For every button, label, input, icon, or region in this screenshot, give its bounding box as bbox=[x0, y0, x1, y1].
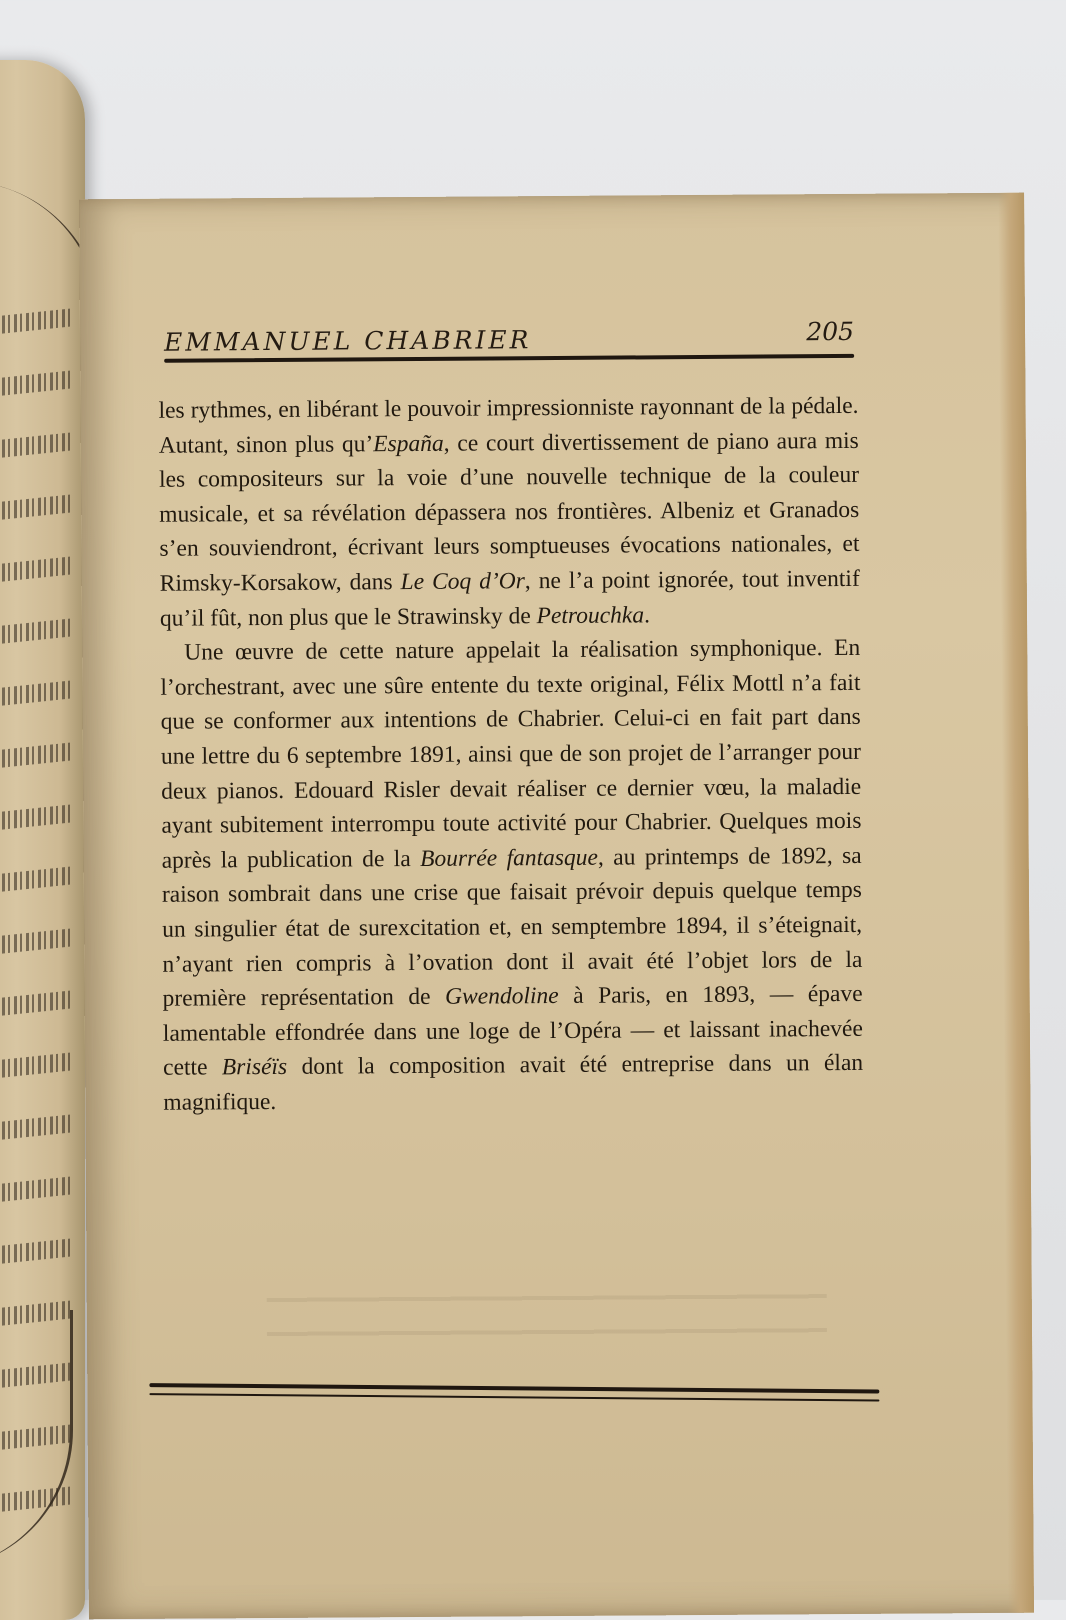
book-page bbox=[79, 193, 1034, 1620]
italic-title: Le Coq d’Or bbox=[400, 568, 525, 596]
italic-title: España bbox=[373, 430, 444, 457]
left-page-line bbox=[0, 848, 85, 906]
left-page-line bbox=[0, 786, 85, 844]
left-page-line bbox=[0, 1468, 85, 1526]
page-edge bbox=[998, 193, 1034, 1613]
text-run: , ne l’a point ignorée, tout inventif qu’il fût, non plus que le Strawinsky de bbox=[159, 565, 860, 632]
left-page-line bbox=[0, 1034, 85, 1092]
running-head bbox=[164, 312, 854, 361]
italic-title: Gwendoline bbox=[444, 983, 559, 1010]
text-run: les rythmes, en libérant le pouvoir impressionniste rayonnant de la pédale. Autant, sinon plus qu’ bbox=[158, 392, 859, 459]
left-page-line bbox=[0, 290, 85, 348]
paragraph-2 bbox=[160, 631, 863, 1120]
page-number: 205 bbox=[806, 316, 855, 347]
text-run: dont la composition avait été entreprise dans un élan magnifique. bbox=[163, 1050, 864, 1116]
left-page-line bbox=[0, 538, 85, 596]
text-run: Une œuvre de cette nature appelait la réalisation symphonique. En l’orchestrant, avec une sûre entente du texte original, Félix Mottl n’a fait que se conformer aux intentions de Chabrier. Celui-ci en fait part dans une lettre du 6 septembre 1891, ainsi que de son projet de l’arranger pour deux pianos. Edouard Risler devait réaliser ce dernier vœu, la maladie ayant subitement interrompu toute activité pour Chabrier. Quelques mois après la publication de la bbox=[160, 635, 862, 874]
italic-title: Briséïs bbox=[221, 1054, 288, 1081]
left-page bbox=[0, 60, 85, 1620]
left-page-line bbox=[0, 352, 85, 410]
text-run: , ce court divertissement de piano aura mis les compositeurs sur la voie d’une nouvelle technique de la couleur musicale, et sa révélation dépassera nos frontières. Albeniz et Granados s’en souviendront, écrivant leurs somptueuses évocations nationales, et Rimsky-Korsakow, dans bbox=[158, 427, 860, 597]
text-run: . bbox=[643, 601, 650, 628]
text-run: à Paris, en 1893, — épave lamentable effondrée dans une loge de l’Opéra — et laissant inachevée cette bbox=[162, 980, 863, 1082]
paragraph-1 bbox=[158, 389, 860, 636]
left-page-line bbox=[0, 1406, 85, 1464]
left-page-line bbox=[0, 972, 85, 1030]
left-page-line bbox=[0, 1220, 85, 1278]
italic-title: Petrouchka bbox=[536, 601, 645, 629]
left-page-line bbox=[0, 662, 85, 720]
left-page-line bbox=[0, 724, 85, 782]
show-through-text bbox=[267, 1284, 827, 1348]
footer-rule-thin bbox=[149, 1393, 879, 1401]
left-page-line bbox=[0, 600, 85, 658]
body-text bbox=[158, 389, 863, 1120]
italic-title: Bourrée fantasque bbox=[420, 844, 599, 872]
left-page-line bbox=[0, 414, 85, 472]
left-page-line bbox=[0, 1158, 85, 1216]
left-page-line bbox=[0, 1344, 85, 1402]
text-run: , au printemps de 1892, sa raison sombrait dans une crise que faisait prévoir depuis quelque temps un singulier état de surexcitation et, en semptembre 1894, il s’éteignait, n’ayant rien compris à l’ovation dont il avait été l’objet lors de la première représentation de bbox=[161, 842, 863, 1012]
left-page-line bbox=[0, 476, 85, 534]
left-page-text bbox=[0, 290, 85, 1530]
running-head-title: EMMANUEL CHABRIER bbox=[163, 325, 532, 357]
left-page-line bbox=[0, 910, 85, 968]
left-page-line bbox=[0, 1282, 85, 1340]
left-page-line bbox=[0, 1096, 85, 1154]
footer-rule-thick bbox=[149, 1383, 879, 1393]
